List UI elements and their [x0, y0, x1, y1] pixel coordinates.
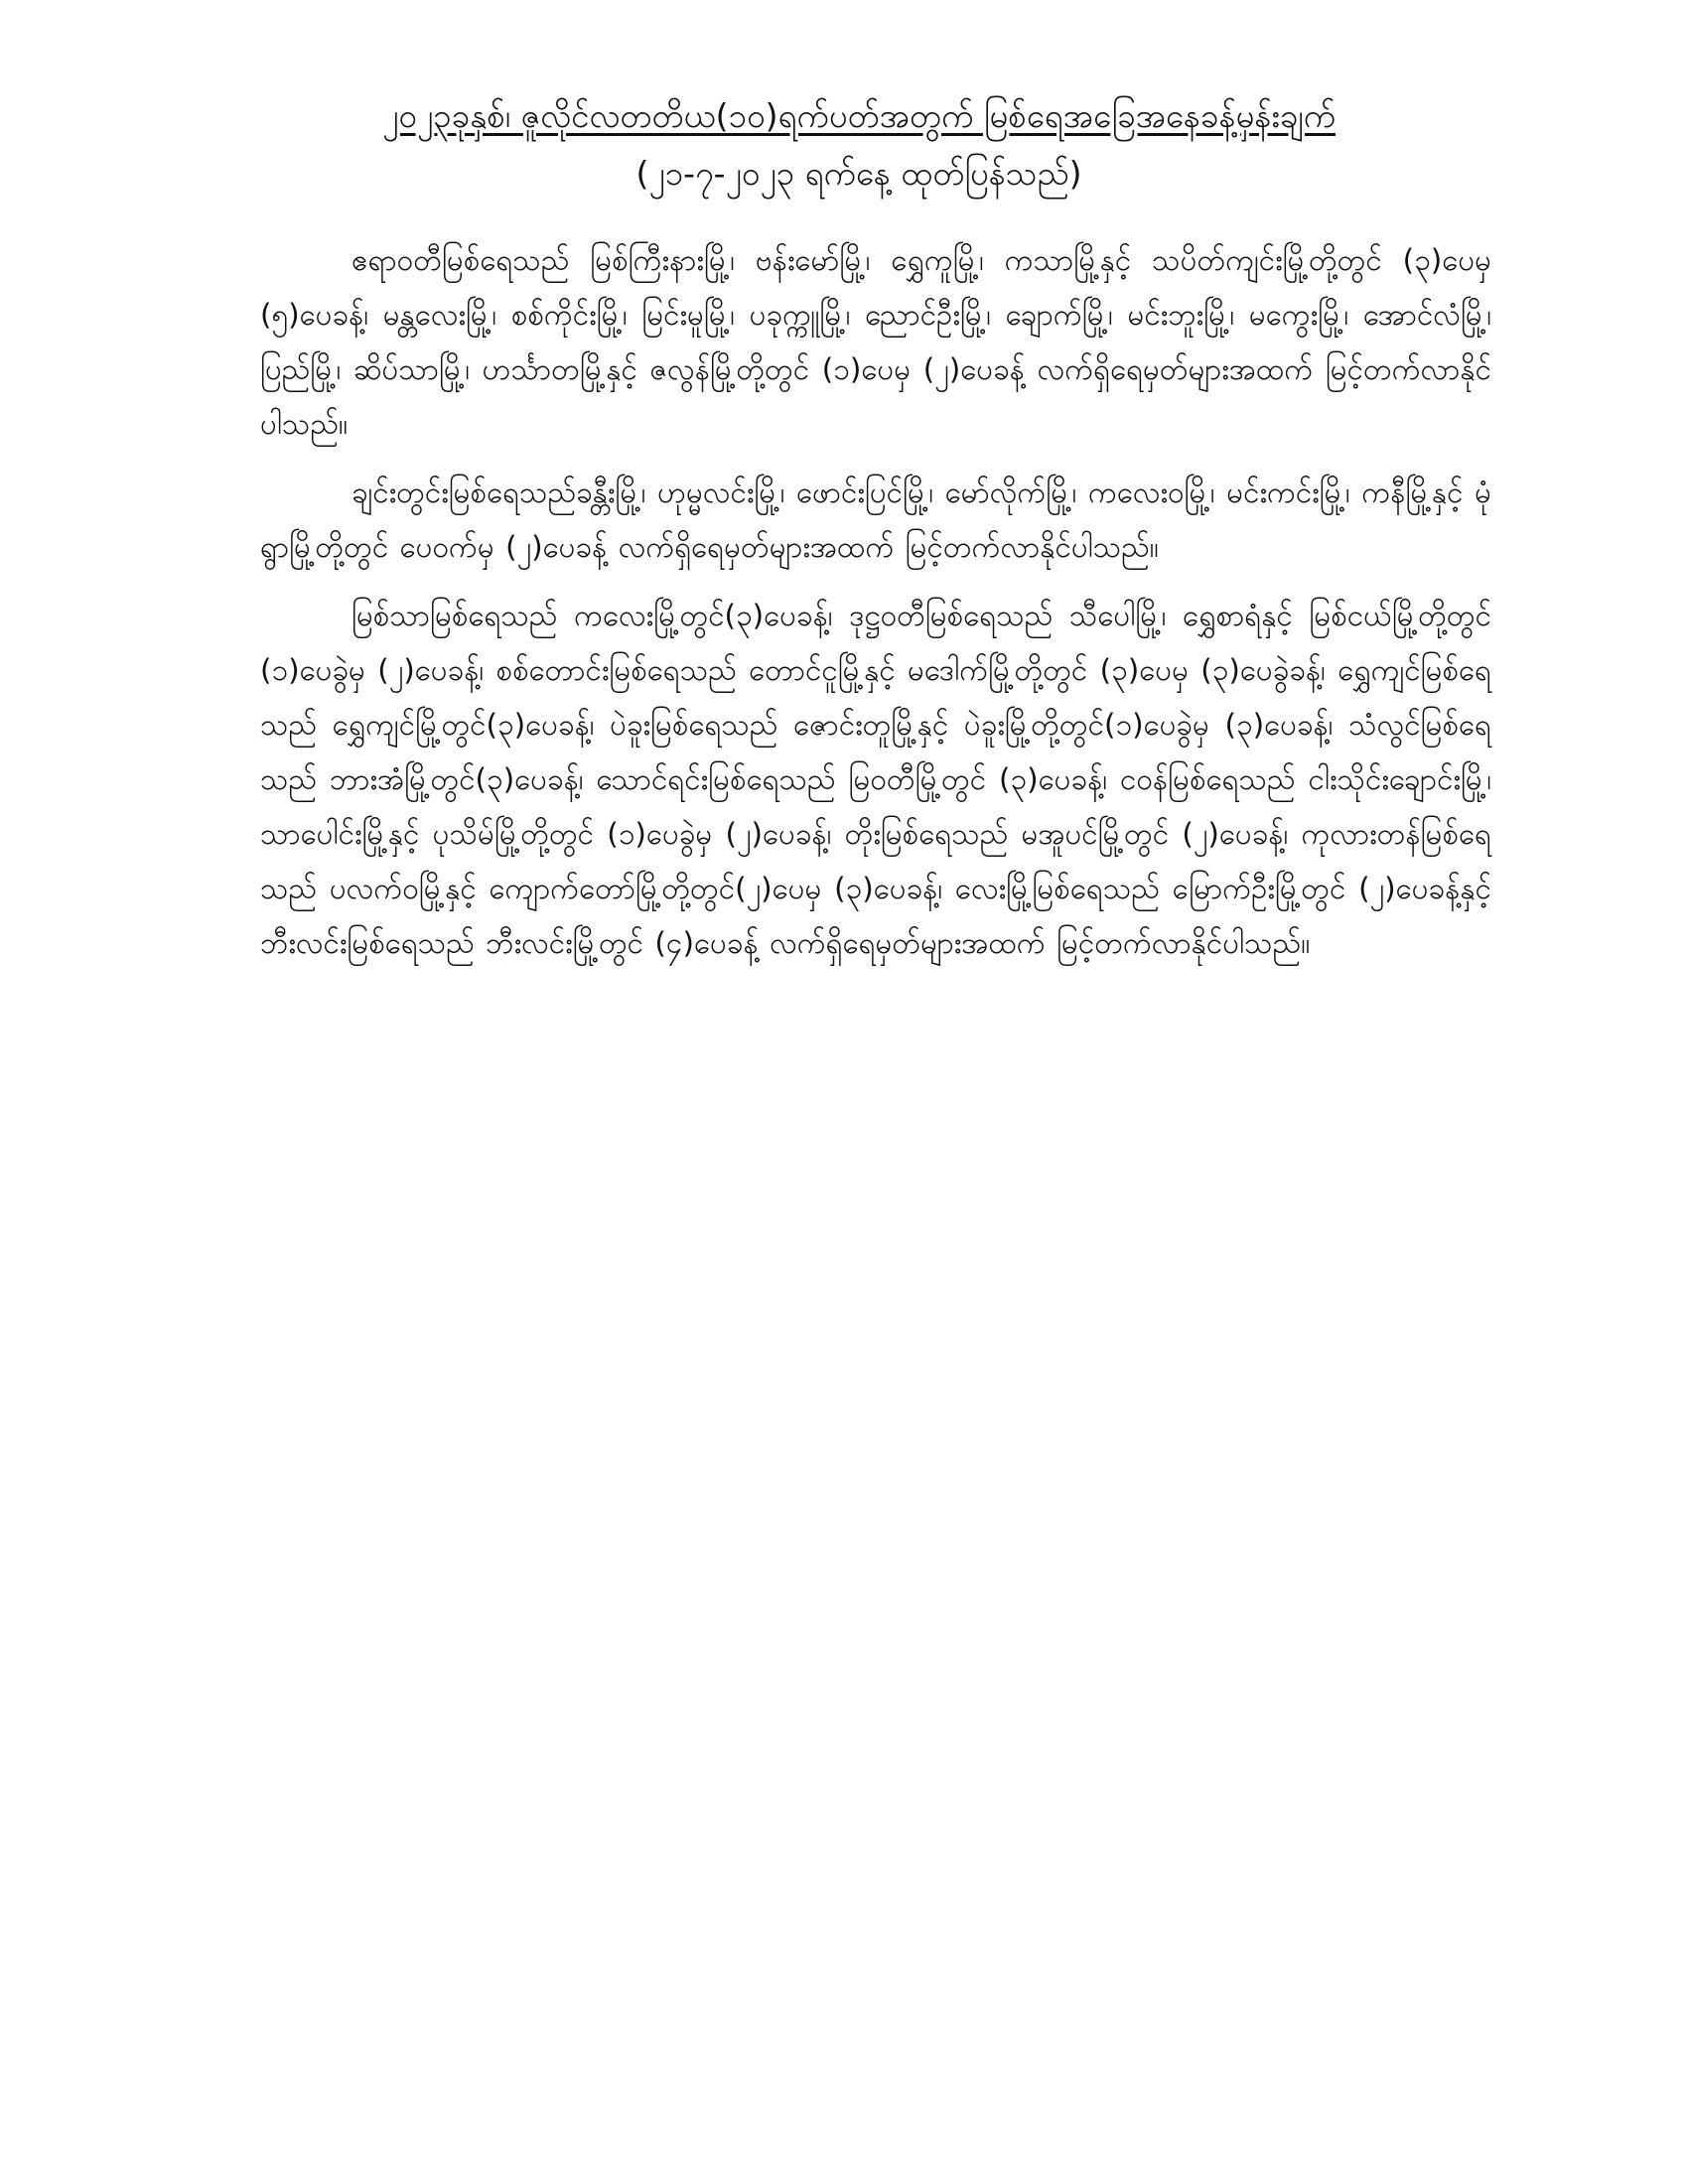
- paragraph-irrawaddy: ဧရာဝတီမြစ်ရေသည် မြစ်ကြီးနားမြို့၊ ဗန်းမော်မြို့၊ ရွှေကူမြို့၊ ကသာမြို့နှင့် သပိတ်ကျင်းမြို့တို့တွင် (၃)ပေမှ (၅)ပေခန့်၊ မန္တလေးမြို့၊ စစ်ကိုင်းမြို့၊ မြင်းမူမြို့၊ ပခုက္ကူမြို့၊ ညောင်ဦးမြို့၊ ချောက်မြို့၊ မင်းဘူးမြို့၊ မကွေးမြို့၊ အောင်လံမြို့၊ ပြည်မြို့၊ ဆိပ်သာမြို့၊ ဟင်္သာတမြို့နှင့် ဇလွန်မြို့တို့တွင် (၁)ပေမှ (၂)ပေခန့် လက်ရှိရေမှတ်များအထက် မြင့်တက်လာနိုင်ပါသည်။: [260, 243, 1491, 441]
- document-subtitle: (၂၁-၇-၂၀၂၃ ရက်နေ့ ထုတ်ပြန်သည်): [635, 154, 1082, 193]
- document-title: ၂၀၂၃ခုနှစ်၊ ဇူလိုင်လတတိယ(၁၀)ရက်ပတ်အတွက် မြစ်ရေအခြေအနေခန့်မှန်းချက်: [382, 96, 1336, 135]
- paragraph-chindwin: ချင်းတွင်းမြစ်ရေသည်ခန္တီးမြို့၊ ဟုမ္မလင်းမြို့၊ ဖောင်းပြင်မြို့၊ မော်လိုက်မြို့၊ ကလေးဝမြို့၊ မင်းကင်းမြို့၊ ကနီမြို့နှင့် မုံရွာမြို့တို့တွင် ပေဝက်မှ (၂)ပေခန့် လက်ရှိရေမှတ်များအထက် မြင့်တက်လာနိုင်ပါသည်။: [260, 476, 1491, 564]
- paragraph-other-rivers: မြစ်သာမြစ်ရေသည် ကလေးမြို့တွင်(၃)ပေခန့်၊ ဒုဋ္ဌဝတီမြစ်ရေသည် သီပေါမြို့၊ ရွှေစာရံနှင့် မြစ်ငယ်မြို့တို့တွင် (၁)ပေခွဲမှ (၂)ပေခန့်၊ စစ်တောင်းမြစ်ရေသည် တောင်ငူမြို့နှင့် မဒေါက်မြို့တို့တွင် (၃)ပေမှ (၃)ပေခွဲခန့်၊ ရွှေကျင်မြစ်ရေသည် ရွှေကျင်မြို့တွင်(၃)ပေခန့်၊ ပဲခူးမြစ်ရေသည် ဇောင်းတူမြို့နှင့် ပဲခူးမြို့တို့တွင်(၁)ပေခွဲမှ (၃)ပေခန့်၊ သံလွင်မြစ်ရေသည် ဘားအံမြို့တွင်(၃)ပေခန့်၊ သောင်ရင်းမြစ်ရေသည် မြဝတီမြို့တွင် (၃)ပေခန့်၊ ငဝန်မြစ်ရေသည် ငါးသိုင်းချောင်းမြို့၊ သာပေါင်းမြို့နှင့် ပုသိမ်မြို့တို့တွင် (၁)ပေခွဲမှ (၂)ပေခန့်၊ တိုးမြစ်ရေသည် မအူပင်မြို့တွင် (၂)ပေခန့်၊ ကုလားတန်မြစ်ရေသည် ပလက်ဝမြို့နှင့် ကျောက်တော်မြို့တို့တွင်(၂)ပေမှ (၃)ပေခန့်၊ လေးမြို့မြစ်ရေသည် မြောက်ဦးမြို့တွင် (၂)ပေခန့်နှင့် ဘီးလင်းမြစ်ရေသည် ဘီးလင်းမြို့တွင် (၄)ပေခန့် လက်ရှိရေမှတ်များအထက် မြင့်တက်လာနိုင်ပါသည်။: [260, 599, 1491, 960]
- document-body: [260, 233, 1491, 985]
- document-header: [238, 87, 1479, 203]
